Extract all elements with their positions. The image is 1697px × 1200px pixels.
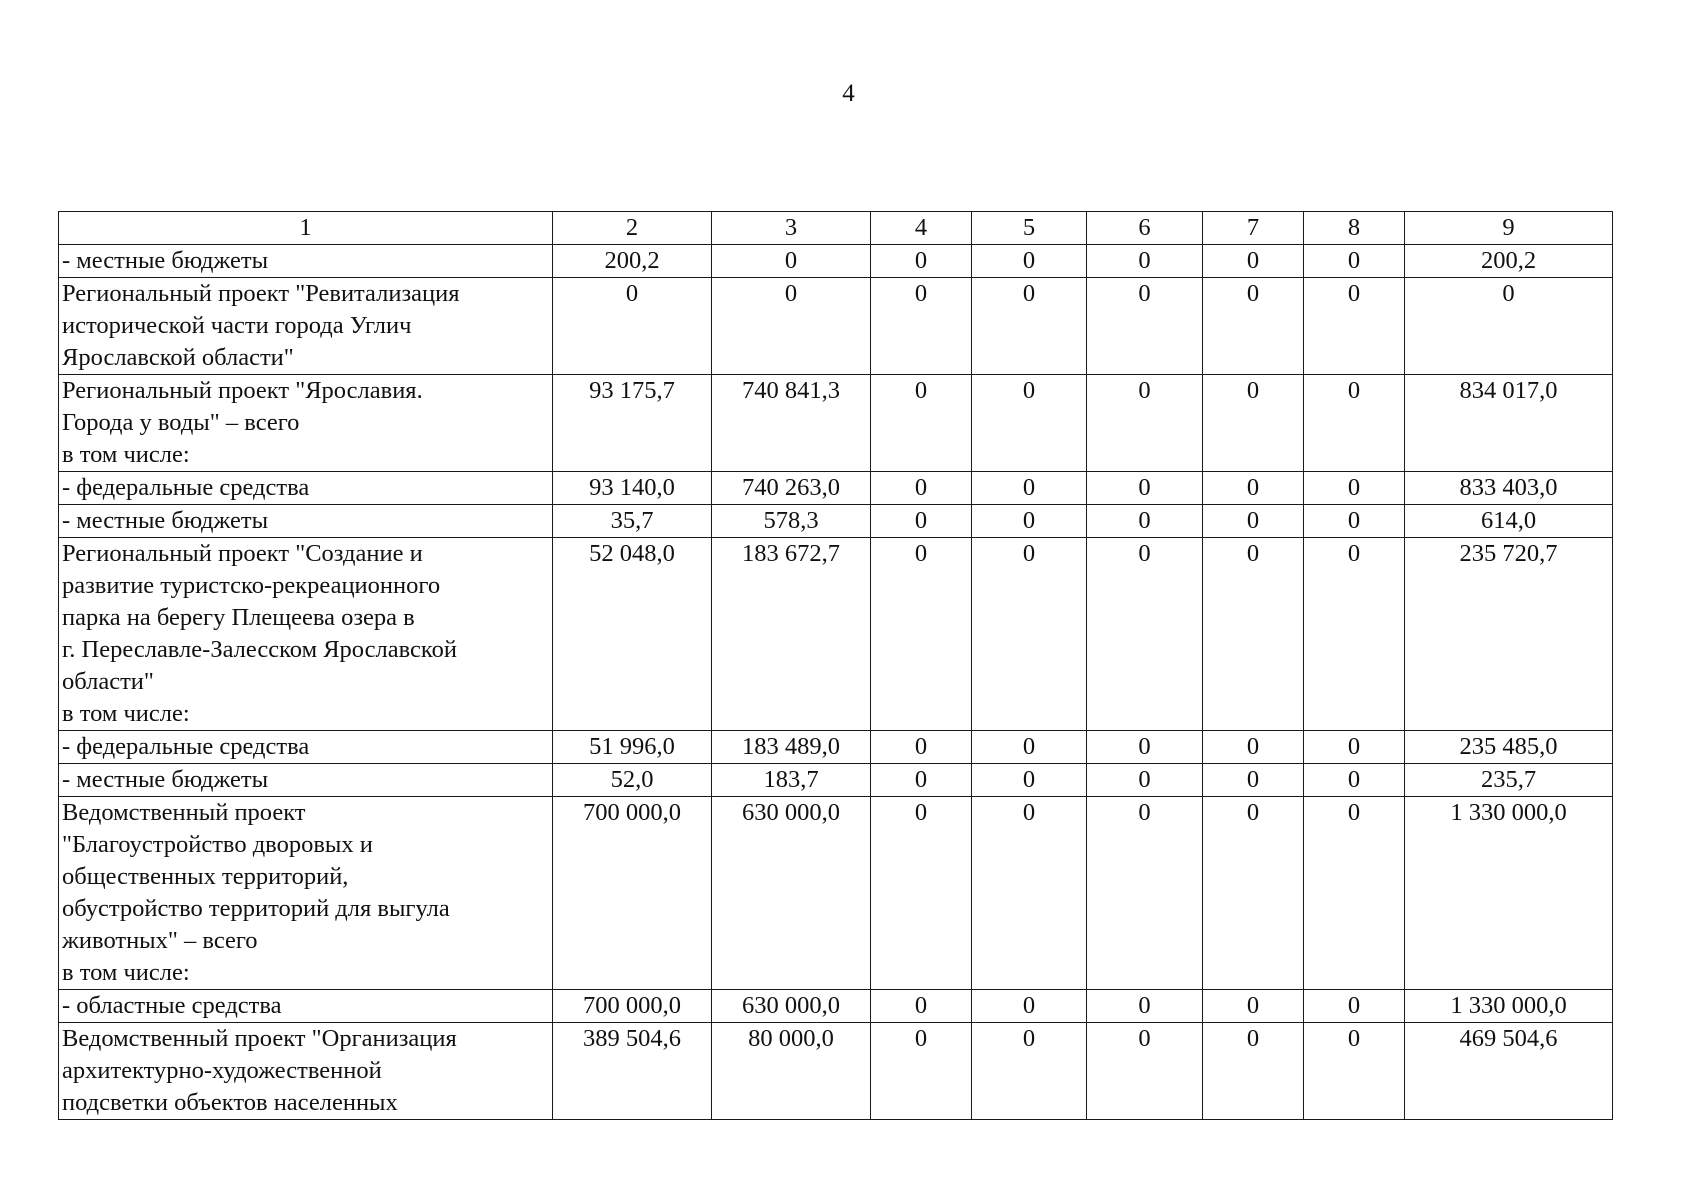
row-label-line: исторической части города Углич [62,312,412,339]
value-cell: 235 485,0 [1405,731,1613,764]
row-label-line: в том числе: [62,959,190,986]
value-cell: 0 [1087,278,1203,375]
column-number: 4 [871,212,972,245]
value-cell: 740 841,3 [712,375,871,472]
value-cell: 0 [871,797,972,990]
row-label [59,797,553,990]
value-cell: 93 140,0 [553,472,712,505]
value-cell: 235,7 [1405,764,1613,797]
value-cell: 0 [1304,990,1405,1023]
value-cell: 0 [972,731,1087,764]
value-cell: 0 [972,797,1087,990]
value-cell: 389 504,6 [553,1023,712,1120]
row-label-line: - федеральные средства [62,733,310,760]
page-number: 4 [842,80,855,107]
table-row [59,764,1613,797]
row-label [59,1023,553,1120]
value-cell: 0 [972,1023,1087,1120]
table-row [59,1023,1613,1120]
row-label-line: Региональный проект "Создание и [62,540,423,567]
value-cell: 52 048,0 [553,538,712,731]
row-label-line: развитие туристско-рекреационного [62,572,441,599]
value-cell: 0 [1203,1023,1304,1120]
row-label-line: - местные бюджеты [62,766,269,793]
value-cell: 0 [972,472,1087,505]
value-cell: 0 [1203,472,1304,505]
value-cell: 183,7 [712,764,871,797]
value-cell: 578,3 [712,505,871,538]
value-cell: 0 [1203,990,1304,1023]
row-label-line: в том числе: [62,700,190,727]
value-cell: 0 [972,990,1087,1023]
table-row [59,375,1613,472]
value-cell: 0 [1203,505,1304,538]
value-cell: 0 [1203,538,1304,731]
value-cell: 0 [972,245,1087,278]
row-label [59,538,553,731]
row-label [59,731,553,764]
row-label-line: г. Переславле-Залесском Ярославской [62,636,457,663]
value-cell: 0 [871,375,972,472]
value-cell: 700 000,0 [553,797,712,990]
value-cell: 0 [1304,764,1405,797]
row-label-line: обустройство территорий для выгула [62,895,450,922]
value-cell: 183 489,0 [712,731,871,764]
value-cell: 52,0 [553,764,712,797]
row-label [59,505,553,538]
row-label-line: Региональный проект "Ярославия. [62,377,423,404]
value-cell: 235 720,7 [1405,538,1613,731]
value-cell: 0 [1203,245,1304,278]
value-cell: 0 [871,731,972,764]
row-label [59,764,553,797]
value-cell: 0 [1203,375,1304,472]
row-label-line: Ярославской области" [62,344,294,371]
value-cell: 183 672,7 [712,538,871,731]
value-cell: 0 [1203,278,1304,375]
row-label [59,245,553,278]
value-cell: 0 [553,278,712,375]
value-cell: 630 000,0 [712,797,871,990]
table-row [59,990,1613,1023]
row-label-line: подсветки объектов населенных [62,1089,398,1116]
value-cell: 614,0 [1405,505,1613,538]
value-cell: 0 [1304,538,1405,731]
table-row [59,245,1613,278]
value-cell: 0 [1087,1023,1203,1120]
value-cell: 0 [972,505,1087,538]
row-label-line: Города у воды" – всего [62,409,300,436]
value-cell: 0 [972,764,1087,797]
column-number-row [59,212,1613,245]
value-cell: 0 [1203,764,1304,797]
value-cell: 35,7 [553,505,712,538]
column-number: 1 [59,212,553,245]
table-row [59,472,1613,505]
column-number: 5 [972,212,1087,245]
table-row [59,278,1613,375]
value-cell: 0 [871,764,972,797]
value-cell: 0 [871,472,972,505]
value-cell: 200,2 [1405,245,1613,278]
value-cell: 833 403,0 [1405,472,1613,505]
value-cell: 0 [1087,731,1203,764]
value-cell: 80 000,0 [712,1023,871,1120]
row-label-line: архитектурно-художественной [62,1057,382,1084]
table-row [59,731,1613,764]
column-number: 8 [1304,212,1405,245]
value-cell: 469 504,6 [1405,1023,1613,1120]
value-cell: 0 [871,990,972,1023]
column-number: 3 [712,212,871,245]
row-label-line: в том числе: [62,441,190,468]
value-cell: 0 [1304,505,1405,538]
value-cell: 0 [871,538,972,731]
row-label-line: области" [62,668,154,695]
column-number: 9 [1405,212,1613,245]
value-cell: 0 [1203,731,1304,764]
column-number: 7 [1203,212,1304,245]
column-number: 2 [553,212,712,245]
value-cell: 700 000,0 [553,990,712,1023]
value-cell: 200,2 [553,245,712,278]
value-cell: 0 [1304,731,1405,764]
row-label-line: Ведомственный проект "Организация [62,1025,457,1052]
value-cell: 0 [1087,538,1203,731]
value-cell: 0 [1087,505,1203,538]
table-row [59,797,1613,990]
value-cell: 0 [1304,245,1405,278]
value-cell: 740 263,0 [712,472,871,505]
row-label-line: - федеральные средства [62,474,310,501]
value-cell: 0 [1405,278,1613,375]
value-cell: 0 [1087,764,1203,797]
value-cell: 1 330 000,0 [1405,990,1613,1023]
budget-table [58,211,1613,1120]
value-cell: 0 [712,245,871,278]
value-cell: 0 [871,505,972,538]
value-cell: 0 [1304,472,1405,505]
value-cell: 0 [871,245,972,278]
row-label-line: - местные бюджеты [62,247,269,274]
value-cell: 0 [972,278,1087,375]
row-label-line: общественных территорий, [62,863,349,890]
row-label-line: Региональный проект "Ревитализация [62,280,460,307]
value-cell: 1 330 000,0 [1405,797,1613,990]
value-cell: 0 [1304,1023,1405,1120]
value-cell: 0 [1087,375,1203,472]
value-cell: 0 [871,1023,972,1120]
value-cell: 0 [1087,472,1203,505]
row-label-line: "Благоустройство дворовых и [62,831,373,858]
table-row [59,538,1613,731]
value-cell: 0 [1087,797,1203,990]
value-cell: 0 [1087,990,1203,1023]
row-label-line: парка на берегу Плещеева озера в [62,604,415,631]
value-cell: 0 [1304,797,1405,990]
row-label [59,472,553,505]
value-cell: 0 [871,278,972,375]
value-cell: 834 017,0 [1405,375,1613,472]
value-cell: 0 [712,278,871,375]
row-label-line: животных" – всего [62,927,258,954]
value-cell: 93 175,7 [553,375,712,472]
value-cell: 0 [972,538,1087,731]
row-label-line: - областные средства [62,992,282,1019]
row-label [59,278,553,375]
value-cell: 51 996,0 [553,731,712,764]
row-label-line: - местные бюджеты [62,507,269,534]
row-label-line: Ведомственный проект [62,799,306,826]
row-label [59,990,553,1023]
value-cell: 0 [1304,375,1405,472]
row-label [59,375,553,472]
value-cell: 0 [972,375,1087,472]
value-cell: 0 [1304,278,1405,375]
value-cell: 0 [1087,245,1203,278]
value-cell: 0 [1203,797,1304,990]
column-number: 6 [1087,212,1203,245]
table-row [59,505,1613,538]
value-cell: 630 000,0 [712,990,871,1023]
